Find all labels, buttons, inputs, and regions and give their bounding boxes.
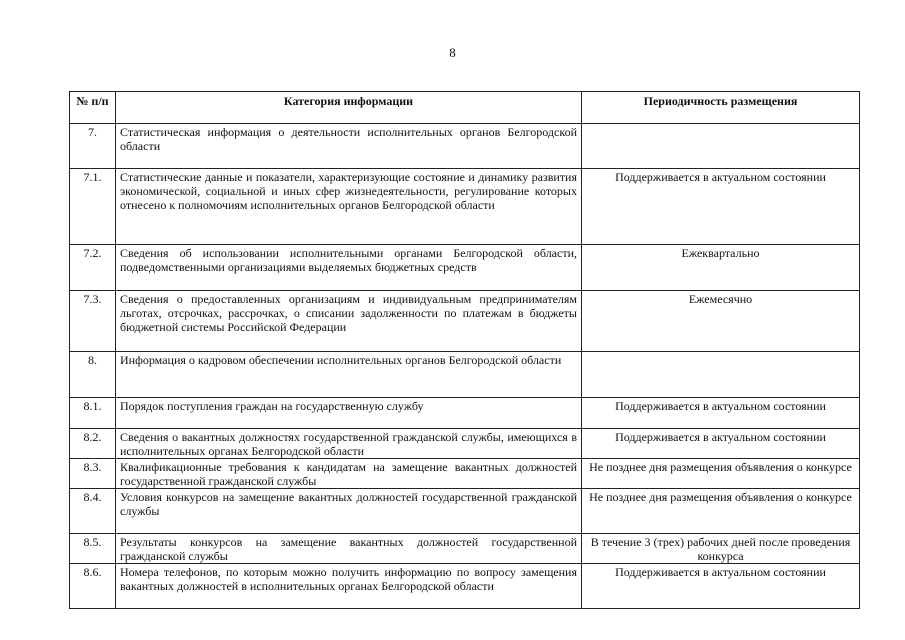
row-category: Квалификационные требования к кандидатам на замещение вакантных должностей государственной гражданской службы — [116, 459, 582, 489]
row-periodicity — [582, 352, 860, 398]
table-row — [70, 245, 860, 291]
row-category: Сведения об использовании исполнительными органами Белгородской области, подведомственными организациями выделяемых бюджетных средств — [116, 245, 582, 291]
table-row — [70, 534, 860, 564]
table-row — [70, 291, 860, 352]
row-category: Сведения о предоставленных организациям и индивидуальным предпринимателям льготах, отсрочках, рассрочках, о списании задолженности по платежам в бюджеты бюджетной системы Российской Федерации — [116, 291, 582, 352]
row-number: 8.3. — [70, 459, 116, 489]
table-row — [70, 429, 860, 459]
row-periodicity: Поддерживается в актуальном состоянии — [582, 564, 860, 609]
table-row — [70, 124, 860, 169]
row-number: 8.4. — [70, 489, 116, 534]
row-number: 8.1. — [70, 398, 116, 429]
row-number: 8.2. — [70, 429, 116, 459]
row-number: 8.5. — [70, 534, 116, 564]
header-category: Категория информации — [116, 92, 582, 124]
row-periodicity: Не позднее дня размещения объявления о конкурсе — [582, 459, 860, 489]
row-category: Статистические данные и показатели, характеризующие состояние и динамику развития экономической, социальной и иных сфер жизнедеятельности, регулирование которых отнесено к полномочиям исполнительных органов Белгородской области — [116, 169, 582, 245]
row-category: Информация о кадровом обеспечении исполнительных органов Белгородской области — [116, 352, 582, 398]
row-category: Результаты конкурсов на замещение вакантных должностей государственной гражданской службы — [116, 534, 582, 564]
row-category: Номера телефонов, по которым можно получить информацию по вопросу замещения вакантных должностей в исполнительных органах Белгородской области — [116, 564, 582, 609]
row-number: 8. — [70, 352, 116, 398]
row-number: 7.1. — [70, 169, 116, 245]
row-number: 8.6. — [70, 564, 116, 609]
row-category: Условия конкурсов на замещение вакантных должностей государственной гражданской службы — [116, 489, 582, 534]
row-category: Сведения о вакантных должностях государственной гражданской службы, имеющихся в исполнительных органах Белгородской области — [116, 429, 582, 459]
row-periodicity: В течение 3 (трех) рабочих дней после проведения конкурса — [582, 534, 860, 564]
row-periodicity: Не позднее дня размещения объявления о конкурсе — [582, 489, 860, 534]
row-periodicity — [582, 124, 860, 169]
row-periodicity: Ежеквартально — [582, 245, 860, 291]
table-row — [70, 169, 860, 245]
row-number: 7. — [70, 124, 116, 169]
table-row — [70, 489, 860, 534]
row-periodicity: Поддерживается в актуальном состоянии — [582, 169, 860, 245]
table-row — [70, 398, 860, 429]
table-row — [70, 564, 860, 609]
page-number: 8 — [449, 45, 456, 60]
row-number: 7.2. — [70, 245, 116, 291]
information-table — [69, 91, 860, 609]
row-category: Статистическая информация о деятельности исполнительных органов Белгородской области — [116, 124, 582, 169]
row-periodicity: Ежемесячно — [582, 291, 860, 352]
table-row — [70, 459, 860, 489]
row-category: Порядок поступления граждан на государственную службу — [116, 398, 582, 429]
row-number: 7.3. — [70, 291, 116, 352]
row-periodicity: Поддерживается в актуальном состоянии — [582, 398, 860, 429]
header-periodicity: Периодичность размещения — [582, 92, 860, 124]
header-number: № п/п — [70, 92, 116, 124]
table-row — [70, 352, 860, 398]
row-periodicity: Поддерживается в актуальном состоянии — [582, 429, 860, 459]
table-header-row — [70, 92, 860, 124]
